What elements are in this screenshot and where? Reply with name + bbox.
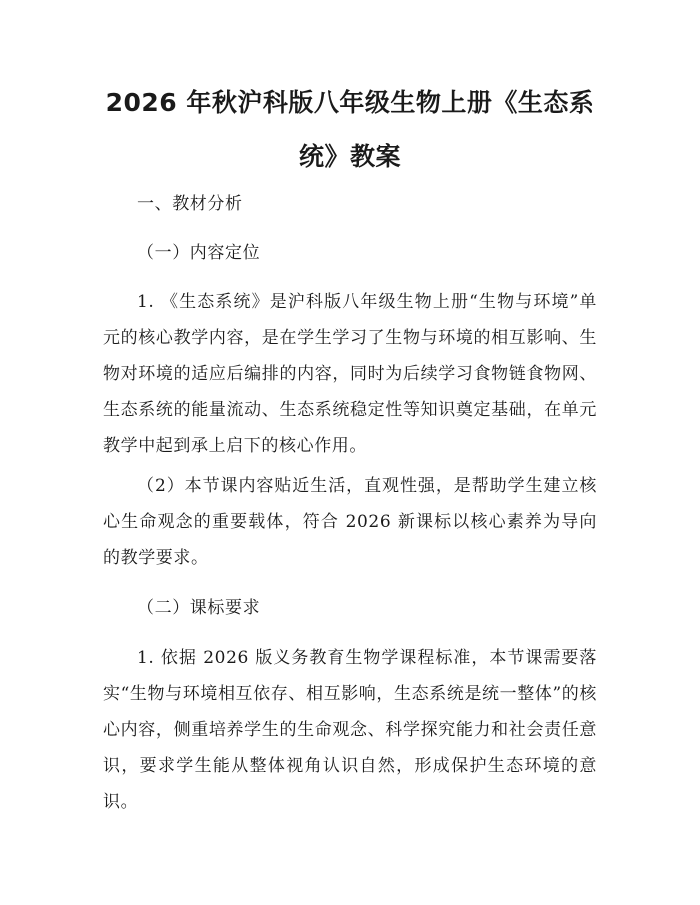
paragraph-curriculum-requirements-1: 1. 依据 2026 版义务教育生物学课程标准，本节课需要落实“生物与环境相互依存、相互影响，生态系统是统一整体”的核心内容，侧重培养学生的生命观念、科学探究能力和社会责任意识，要求学生能从整体视角认识自然，形成保护生态环境的意识。	[103, 648, 597, 812]
title-line-2: 统》教案	[298, 142, 401, 171]
paragraph-content-positioning-2: （2）本节课内容贴近生活，直观性强，是帮助学生建立核心生命观念的重要载体，符合 2026 新课标以核心素养为导向的教学要求。	[103, 476, 597, 568]
document-title	[90, 76, 610, 184]
subsection-heading-curriculum-requirements: （二）课标要求	[137, 598, 261, 618]
subsection-heading-content-positioning: （一）内容定位	[137, 243, 261, 263]
paragraph-content-positioning-1: 1. 《生态系统》是沪科版八年级生物上册“生物与环境”单元的核心教学内容，是在学生学习了生物与环境的相互影响、生物对环境的适应后编排的内容，同时为后续学习食物链食物网、生态系统的能量流动、生态系统稳定性等知识奠定基础，在单元教学中起到承上启下的核心作用。	[103, 292, 597, 456]
section-heading-teaching-analysis: 一、教材分析	[137, 194, 243, 214]
title-line-1: 2026 年秋沪科版八年级生物上册《生态系	[105, 88, 595, 117]
